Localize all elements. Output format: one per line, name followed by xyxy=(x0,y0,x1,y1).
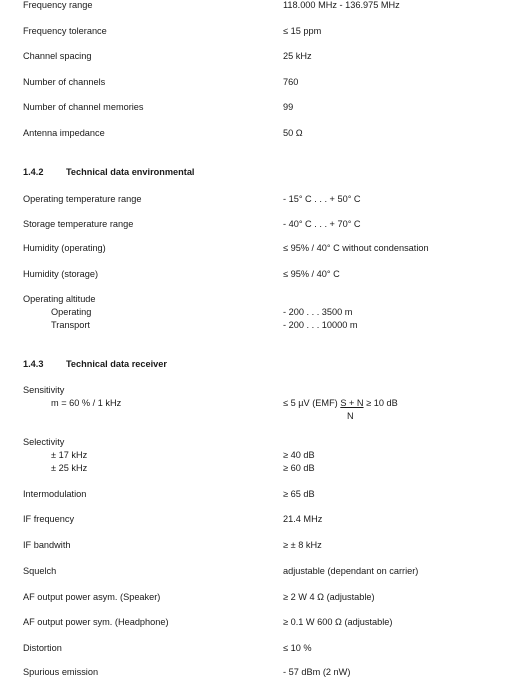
channel-memories-label: Number of channel memories xyxy=(23,102,144,112)
sensitivity-denominator: N xyxy=(347,411,354,421)
humidity-operating-label: Humidity (operating) xyxy=(23,243,106,253)
if-frequency-value: 21.4 MHz xyxy=(283,514,323,524)
operating-altitude-label: Operating altitude xyxy=(23,294,96,304)
altitude-operating-label: Operating xyxy=(51,307,92,317)
selectivity-25khz-value: ≥ 60 dB xyxy=(283,463,315,473)
squelch-value: adjustable (dependant on carrier) xyxy=(283,566,419,576)
sensitivity-prefix: ≤ 5 µV (EMF) xyxy=(283,398,338,408)
antenna-impedance-value: 50 Ω xyxy=(283,128,303,138)
sensitivity-modulation-label: m = 60 % / 1 kHz xyxy=(51,398,122,408)
sensitivity-label: Sensitivity xyxy=(23,385,65,395)
section-number-receiver: 1.4.3 xyxy=(23,359,44,369)
number-of-channels-label: Number of channels xyxy=(23,77,106,87)
altitude-transport-label: Transport xyxy=(51,320,90,330)
af-output-headphone-label: AF output power sym. (Headphone) xyxy=(23,617,169,627)
spurious-emission-label: Spurious emission xyxy=(23,667,99,677)
selectivity-17khz-value: ≥ 40 dB xyxy=(283,450,315,460)
if-bandwidth-label: IF bandwith xyxy=(23,540,71,550)
if-frequency-label: IF frequency xyxy=(23,514,75,524)
humidity-operating-value: ≤ 95% / 40° C without condensation xyxy=(283,243,429,253)
antenna-impedance-label: Antenna impedance xyxy=(23,128,105,138)
sensitivity-value xyxy=(283,398,398,409)
squelch-label: Squelch xyxy=(23,566,57,576)
operating-temperature-label: Operating temperature range xyxy=(23,194,142,204)
storage-temperature-value: - 40° C . . . + 70° C xyxy=(283,219,361,229)
af-output-speaker-value: ≥ 2 W 4 Ω (adjustable) xyxy=(283,592,375,602)
selectivity-label: Selectivity xyxy=(23,437,65,447)
sensitivity-suffix: ≥ 10 dB xyxy=(366,398,398,408)
intermodulation-value: ≥ 65 dB xyxy=(283,489,315,499)
frequency-range-value: 118.000 MHz - 136.975 MHz xyxy=(283,0,400,10)
section-title-receiver: Technical data receiver xyxy=(66,359,167,369)
spurious-emission-value: - 57 dBm (2 nW) xyxy=(283,667,351,677)
if-bandwidth-value: ≥ ± 8 kHz xyxy=(283,540,322,550)
channel-memories-value: 99 xyxy=(283,102,294,112)
humidity-storage-value: ≤ 95% / 40° C xyxy=(283,269,340,279)
storage-temperature-label: Storage temperature range xyxy=(23,219,134,229)
distortion-value: ≤ 10 % xyxy=(283,643,312,653)
channel-spacing-label: Channel spacing xyxy=(23,51,92,61)
altitude-operating-value: - 200 . . . 3500 m xyxy=(283,307,353,317)
altitude-transport-value: - 200 . . . 10000 m xyxy=(283,320,358,330)
number-of-channels-value: 760 xyxy=(283,77,299,87)
selectivity-17khz-label: ± 17 kHz xyxy=(51,450,88,460)
af-output-speaker-label: AF output power asym. (Speaker) xyxy=(23,592,161,602)
selectivity-25khz-label: ± 25 kHz xyxy=(51,463,88,473)
frequency-range-label: Frequency range xyxy=(23,0,93,10)
frequency-tolerance-label: Frequency tolerance xyxy=(23,26,107,36)
operating-temperature-value: - 15° C . . . + 50° C xyxy=(283,194,361,204)
section-title-environmental: Technical data environmental xyxy=(66,167,195,177)
channel-spacing-value: 25 kHz xyxy=(283,51,312,61)
frequency-tolerance-value: ≤ 15 ppm xyxy=(283,26,322,36)
intermodulation-label: Intermodulation xyxy=(23,489,87,499)
distortion-label: Distortion xyxy=(23,643,62,653)
humidity-storage-label: Humidity (storage) xyxy=(23,269,99,279)
section-number-environmental: 1.4.2 xyxy=(23,167,44,177)
af-output-headphone-value: ≥ 0.1 W 600 Ω (adjustable) xyxy=(283,617,393,627)
sensitivity-numerator: S + N xyxy=(340,398,364,408)
